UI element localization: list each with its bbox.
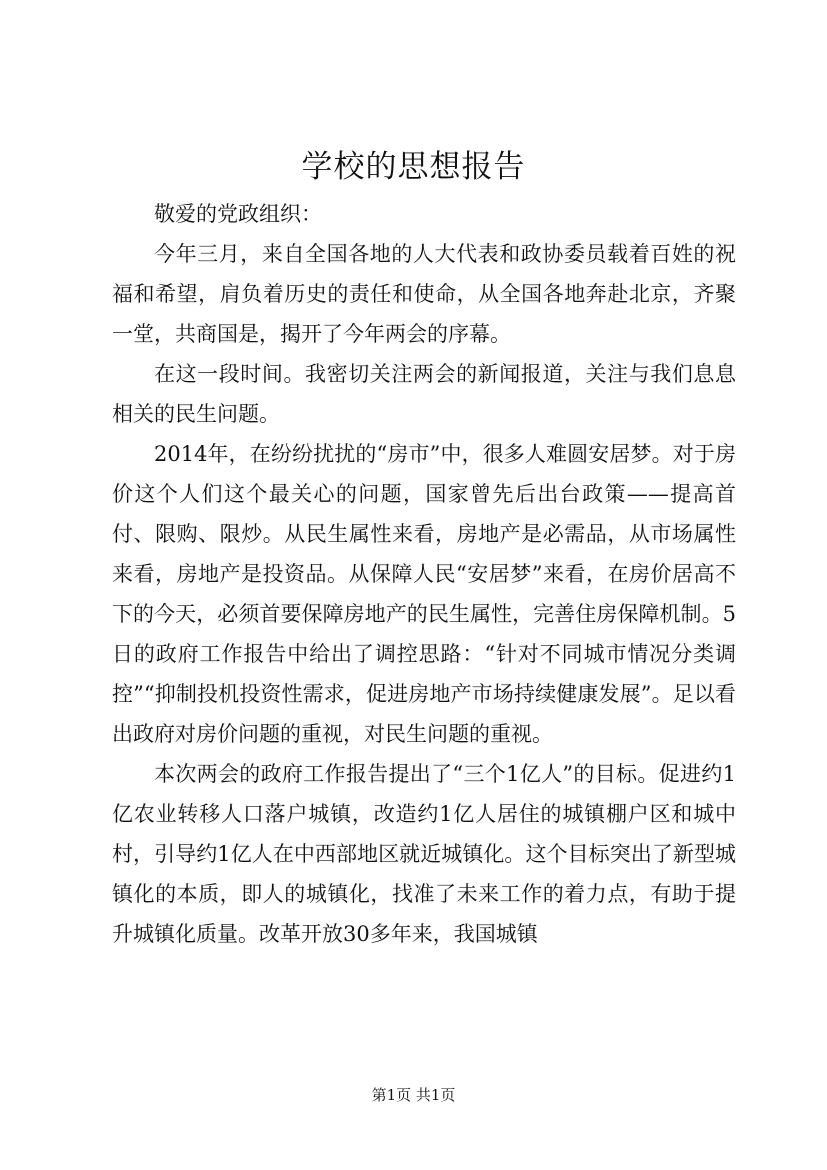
paragraph-2: 在这一段时间。我密切关注两会的新闻报道，关注与我们息息相关的民生问题。 xyxy=(112,362,736,426)
paragraph-3: 2014年，在纷纷扰扰的“房市”中，很多人难圆安居梦。对于房价这个人们这个最关心的问题，国家曾先后出台政策——提高首付、限购、限炒。从民生属性来看，房地产是必需品，从市场属性来看，房地产是投资品。从保障人民“安居梦”来看，在房价居高不下的今天，必须首要保障房地产的民生属性，完善住房保障机制。5日的政府工作报告中给出了调控思路：“针对不同城市情况分类调控”“抑制投机投资性需求，促进房地产市场持续健康发展”。足以看出政府对房价问题的重视，对民生问题的重视。 xyxy=(112,442,736,746)
page-number-footer: 第1页 共1页 xyxy=(371,1086,456,1104)
salutation: 敬爱的党政组织： xyxy=(154,202,322,226)
document-title: 学校的思想报告 xyxy=(301,149,526,185)
paragraph-1: 今年三月，来自全国各地的人大代表和政协委员载着百姓的祝福和希望，肩负着历史的责任和使命，从全国各地奔赴北京，齐聚一堂，共商国是，揭开了今年两会的序幕。 xyxy=(112,242,736,346)
paragraph-4: 本次两会的政府工作报告提出了“三个1亿人”的目标。促进约1亿农业转移人口落户城镇，改造约1亿人居住的城镇棚户区和城中村，引导约1亿人在中西部地区就近城镇化。这个目标突出了新型城镇化的本质，即人的城镇化，找准了未来工作的着力点，有助于提升城镇化质量。改革开放30多年来，我国城镇 xyxy=(112,762,736,946)
document-body xyxy=(112,194,736,954)
